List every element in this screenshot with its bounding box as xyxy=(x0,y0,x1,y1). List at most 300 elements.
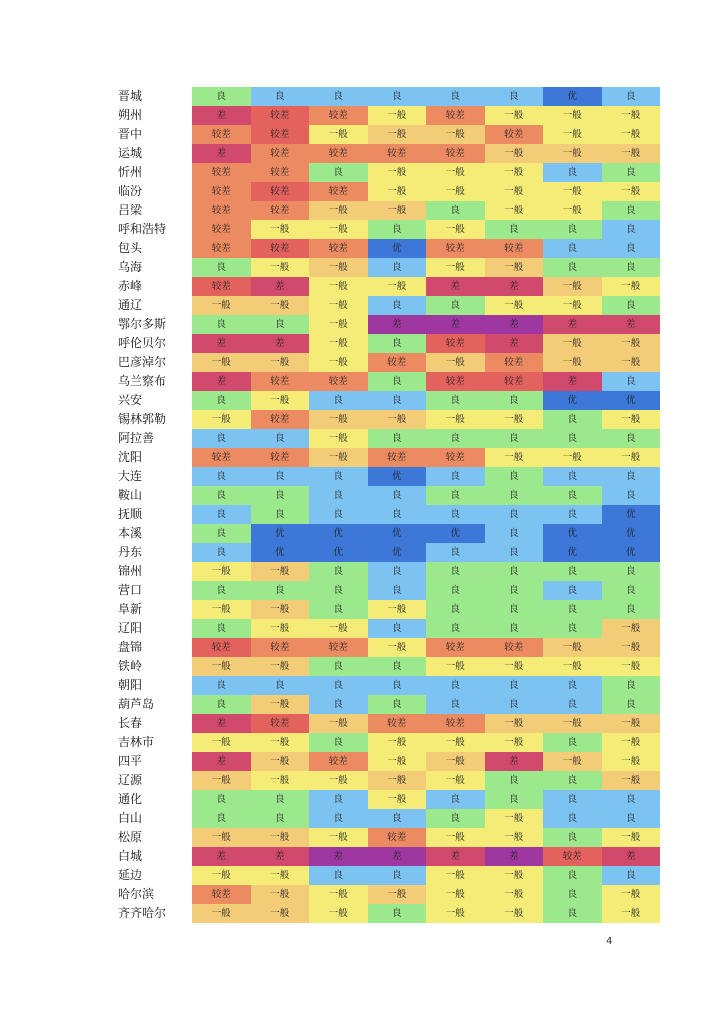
city-label: 哈尔滨 xyxy=(118,887,155,901)
rating-cell: 良 xyxy=(192,676,251,695)
rating-cell: 较差 xyxy=(426,714,485,733)
rating-cell: 良 xyxy=(543,695,602,714)
rating-cell: 良 xyxy=(602,486,661,505)
rating-cell: 良 xyxy=(309,676,368,695)
rating-cell: 良 xyxy=(309,695,368,714)
rating-cell: 良 xyxy=(251,467,310,486)
rating-cell: 良 xyxy=(602,163,661,182)
rating-cell: 良 xyxy=(485,790,544,809)
rating-cell: 较差 xyxy=(309,372,368,391)
rating-cell: 一般 xyxy=(485,410,544,429)
rating-cell: 良 xyxy=(426,695,485,714)
rating-cell: 良 xyxy=(602,372,661,391)
rating-cell: 一般 xyxy=(602,410,661,429)
rating-cell: 差 xyxy=(192,144,251,163)
rating-cell: 优 xyxy=(602,524,661,543)
rating-cell: 良 xyxy=(309,87,368,106)
rating-cell: 一般 xyxy=(251,600,310,619)
rating-cell: 一般 xyxy=(602,144,661,163)
table-row xyxy=(112,600,660,619)
rating-cell: 良 xyxy=(368,695,427,714)
table-row xyxy=(112,790,660,809)
rating-cell: 良 xyxy=(426,391,485,410)
city-label: 阜新 xyxy=(118,602,143,616)
rating-cell: 较差 xyxy=(251,201,310,220)
rating-cell: 一般 xyxy=(251,391,310,410)
rating-cell: 一般 xyxy=(602,657,661,676)
rating-cell: 良 xyxy=(192,87,251,106)
rating-cell: 一般 xyxy=(251,885,310,904)
rating-cell: 良 xyxy=(485,505,544,524)
rating-cell: 良 xyxy=(485,391,544,410)
rating-cell: 差 xyxy=(543,372,602,391)
table-row xyxy=(112,524,660,543)
rating-cell: 一般 xyxy=(368,182,427,201)
rating-cell: 良 xyxy=(543,505,602,524)
rating-cell: 良 xyxy=(368,220,427,239)
table-row xyxy=(112,809,660,828)
rating-cell: 较差 xyxy=(192,277,251,296)
table-row xyxy=(112,562,660,581)
rating-cell: 一般 xyxy=(543,296,602,315)
rating-cell: 一般 xyxy=(192,296,251,315)
rating-cell: 一般 xyxy=(602,619,661,638)
rating-cell: 良 xyxy=(543,258,602,277)
rating-cell: 较差 xyxy=(192,201,251,220)
rating-cell: 良 xyxy=(368,904,427,923)
rating-cell: 一般 xyxy=(368,277,427,296)
rating-cell: 优 xyxy=(309,543,368,562)
rating-cell: 一般 xyxy=(251,220,310,239)
rating-cell: 一般 xyxy=(485,201,544,220)
rating-cell: 良 xyxy=(309,562,368,581)
rating-cell: 良 xyxy=(426,600,485,619)
rating-cell: 差 xyxy=(485,277,544,296)
city-label: 四平 xyxy=(118,754,143,768)
rating-cell: 良 xyxy=(602,581,661,600)
rating-cell: 良 xyxy=(543,904,602,923)
rating-cell: 良 xyxy=(309,486,368,505)
rating-cell: 一般 xyxy=(543,201,602,220)
rating-cell: 差 xyxy=(426,315,485,334)
city-label: 铁岭 xyxy=(118,659,143,673)
rating-cell: 良 xyxy=(192,695,251,714)
rating-cell: 一般 xyxy=(426,657,485,676)
rating-cell: 较差 xyxy=(192,239,251,258)
rating-cell: 差 xyxy=(426,847,485,866)
rating-cell: 良 xyxy=(251,676,310,695)
rating-cell: 较差 xyxy=(426,334,485,353)
rating-cell: 一般 xyxy=(251,771,310,790)
rating-cell: 一般 xyxy=(543,182,602,201)
rating-cell: 差 xyxy=(192,372,251,391)
rating-cell: 一般 xyxy=(251,866,310,885)
table-row xyxy=(112,429,660,448)
rating-cell: 较差 xyxy=(251,182,310,201)
rating-cell: 差 xyxy=(485,847,544,866)
city-label: 大连 xyxy=(118,469,143,483)
rating-cell: 优 xyxy=(251,524,310,543)
rating-cell: 良 xyxy=(426,486,485,505)
rating-cell: 良 xyxy=(543,163,602,182)
rating-cell: 较差 xyxy=(251,144,310,163)
rating-cell: 良 xyxy=(192,486,251,505)
rating-cell: 一般 xyxy=(485,296,544,315)
rating-cell: 良 xyxy=(602,87,661,106)
rating-cell: 良 xyxy=(368,296,427,315)
rating-cell: 良 xyxy=(309,163,368,182)
rating-cell: 一般 xyxy=(368,638,427,657)
rating-cell: 良 xyxy=(426,467,485,486)
rating-cell: 优 xyxy=(543,391,602,410)
rating-cell: 良 xyxy=(485,600,544,619)
rating-cell: 良 xyxy=(192,505,251,524)
rating-cell: 良 xyxy=(485,581,544,600)
rating-cell: 一般 xyxy=(543,277,602,296)
rating-cell: 较差 xyxy=(426,106,485,125)
rating-cell: 较差 xyxy=(426,372,485,391)
rating-cell: 优 xyxy=(251,543,310,562)
rating-cell: 一般 xyxy=(602,714,661,733)
city-label: 呼和浩特 xyxy=(118,222,167,236)
rating-cell: 一般 xyxy=(368,752,427,771)
rating-cell: 一般 xyxy=(602,182,661,201)
rating-cell: 差 xyxy=(192,752,251,771)
rating-cell: 良 xyxy=(426,505,485,524)
rating-cell: 较差 xyxy=(485,125,544,144)
rating-cell: 一般 xyxy=(251,619,310,638)
rating-cell: 良 xyxy=(309,790,368,809)
city-label: 辽源 xyxy=(118,773,143,787)
city-label: 松原 xyxy=(118,830,143,844)
rating-cell: 良 xyxy=(309,467,368,486)
table-row xyxy=(112,182,660,201)
table-row xyxy=(112,258,660,277)
rating-cell: 较差 xyxy=(251,125,310,144)
rating-cell: 良 xyxy=(485,562,544,581)
rating-cell: 一般 xyxy=(602,771,661,790)
table-row xyxy=(112,353,660,372)
rating-cell: 良 xyxy=(192,809,251,828)
city-label: 吉林市 xyxy=(118,735,155,749)
rating-cell: 一般 xyxy=(426,258,485,277)
rating-cell: 一般 xyxy=(602,752,661,771)
rating-cell: 良 xyxy=(543,676,602,695)
rating-cell: 一般 xyxy=(426,828,485,847)
rating-cell: 一般 xyxy=(426,410,485,429)
rating-cell: 较差 xyxy=(251,163,310,182)
city-label: 晋城 xyxy=(118,89,143,103)
rating-cell: 一般 xyxy=(309,201,368,220)
rating-cell: 良 xyxy=(368,486,427,505)
rating-cell: 较差 xyxy=(192,448,251,467)
rating-cell: 差 xyxy=(426,277,485,296)
rating-cell: 良 xyxy=(192,581,251,600)
table-row xyxy=(112,752,660,771)
rating-cell: 一般 xyxy=(426,752,485,771)
rating-cell: 一般 xyxy=(192,562,251,581)
city-label: 乌兰察布 xyxy=(118,374,167,388)
rating-cell: 良 xyxy=(543,486,602,505)
rating-cell: 一般 xyxy=(309,315,368,334)
rating-cell: 一般 xyxy=(543,106,602,125)
rating-cell: 一般 xyxy=(485,657,544,676)
table-row xyxy=(112,467,660,486)
table-row xyxy=(112,828,660,847)
rating-cell: 良 xyxy=(192,467,251,486)
rating-cell: 较差 xyxy=(192,638,251,657)
rating-cell: 良 xyxy=(192,524,251,543)
rating-cell: 一般 xyxy=(251,904,310,923)
table-row xyxy=(112,410,660,429)
city-label: 辽阳 xyxy=(118,621,143,635)
rating-cell: 良 xyxy=(251,486,310,505)
rating-cell: 一般 xyxy=(485,904,544,923)
rating-cell: 一般 xyxy=(602,828,661,847)
table-row xyxy=(112,885,660,904)
rating-cell: 一般 xyxy=(368,410,427,429)
rating-cell: 一般 xyxy=(368,163,427,182)
rating-cell: 较差 xyxy=(368,448,427,467)
rating-cell: 一般 xyxy=(602,334,661,353)
rating-cell: 差 xyxy=(251,334,310,353)
city-label: 长春 xyxy=(118,716,143,730)
rating-cell: 一般 xyxy=(602,885,661,904)
table-row xyxy=(112,771,660,790)
rating-cell: 差 xyxy=(251,277,310,296)
table-row xyxy=(112,619,660,638)
rating-cell: 良 xyxy=(368,581,427,600)
rating-cell: 良 xyxy=(543,581,602,600)
rating-cell: 一般 xyxy=(309,448,368,467)
rating-cell: 一般 xyxy=(602,125,661,144)
table-row xyxy=(112,391,660,410)
city-label: 包头 xyxy=(118,241,143,255)
rating-cell: 良 xyxy=(543,790,602,809)
rating-cell: 一般 xyxy=(426,866,485,885)
rating-cell: 较差 xyxy=(368,144,427,163)
rating-cell: 一般 xyxy=(192,771,251,790)
rating-cell: 良 xyxy=(543,600,602,619)
rating-cell: 一般 xyxy=(309,353,368,372)
city-label: 本溪 xyxy=(118,526,143,540)
rating-cell: 良 xyxy=(426,87,485,106)
rating-cell: 一般 xyxy=(602,904,661,923)
rating-cell: 良 xyxy=(426,201,485,220)
city-label: 吕梁 xyxy=(118,203,143,217)
page-number: 4 xyxy=(606,936,613,947)
rating-cell: 较差 xyxy=(251,714,310,733)
rating-cell: 一般 xyxy=(368,106,427,125)
rating-cell: 一般 xyxy=(426,125,485,144)
rating-cell: 良 xyxy=(543,733,602,752)
table-row xyxy=(112,676,660,695)
rating-cell: 一般 xyxy=(485,809,544,828)
rating-cell: 较差 xyxy=(368,714,427,733)
rating-cell: 一般 xyxy=(309,277,368,296)
rating-cell: 一般 xyxy=(485,144,544,163)
rating-cell: 优 xyxy=(543,543,602,562)
rating-cell: 一般 xyxy=(543,334,602,353)
rating-cell: 差 xyxy=(368,847,427,866)
table-row xyxy=(112,163,660,182)
table-row xyxy=(112,296,660,315)
rating-cell: 良 xyxy=(485,695,544,714)
rating-cell: 良 xyxy=(602,695,661,714)
rating-cell: 一般 xyxy=(251,296,310,315)
rating-cell: 较差 xyxy=(543,847,602,866)
rating-cell: 良 xyxy=(543,220,602,239)
rating-cell: 一般 xyxy=(251,695,310,714)
rating-cell: 良 xyxy=(368,372,427,391)
rating-cell: 一般 xyxy=(309,885,368,904)
rating-cell: 优 xyxy=(368,543,427,562)
rating-cell: 良 xyxy=(426,619,485,638)
rating-cell: 较差 xyxy=(192,885,251,904)
rating-cell: 良 xyxy=(426,543,485,562)
city-label: 沈阳 xyxy=(118,450,143,464)
rating-cell: 良 xyxy=(602,296,661,315)
rating-cell: 良 xyxy=(368,657,427,676)
rating-cell: 一般 xyxy=(309,771,368,790)
table-row xyxy=(112,638,660,657)
rating-cell: 良 xyxy=(251,315,310,334)
rating-cell: 一般 xyxy=(309,828,368,847)
rating-cell: 良 xyxy=(426,296,485,315)
rating-cell: 一般 xyxy=(426,163,485,182)
table-row xyxy=(112,372,660,391)
rating-cell: 优 xyxy=(602,543,661,562)
city-label: 延边 xyxy=(118,868,143,882)
rating-cell: 一般 xyxy=(368,885,427,904)
rating-cell: 良 xyxy=(543,562,602,581)
rating-cell: 一般 xyxy=(485,733,544,752)
city-label: 盘锦 xyxy=(118,640,143,654)
table-row xyxy=(112,695,660,714)
city-label: 锦州 xyxy=(118,564,143,578)
rating-cell: 一般 xyxy=(485,448,544,467)
rating-cell: 一般 xyxy=(251,828,310,847)
rating-cell: 一般 xyxy=(485,885,544,904)
city-label: 巴彦淖尔 xyxy=(118,355,167,369)
city-label: 鄂尔多斯 xyxy=(118,317,167,331)
rating-cell: 一般 xyxy=(368,733,427,752)
rating-cell: 良 xyxy=(426,790,485,809)
city-label: 丹东 xyxy=(118,545,143,559)
rating-cell: 一般 xyxy=(602,733,661,752)
rating-cell: 一般 xyxy=(192,353,251,372)
table-row xyxy=(112,657,660,676)
city-label: 呼伦贝尔 xyxy=(118,336,167,350)
rating-cell: 一般 xyxy=(251,657,310,676)
rating-cell: 一般 xyxy=(368,201,427,220)
rating-cell: 良 xyxy=(251,505,310,524)
rating-cell: 较差 xyxy=(309,144,368,163)
rating-cell: 一般 xyxy=(543,448,602,467)
rating-cell: 良 xyxy=(602,201,661,220)
city-label: 抚顺 xyxy=(118,507,143,521)
city-label: 齐齐哈尔 xyxy=(118,906,167,920)
rating-cell: 良 xyxy=(251,87,310,106)
rating-cell: 良 xyxy=(309,866,368,885)
rating-cell: 差 xyxy=(485,752,544,771)
table-row xyxy=(112,543,660,562)
rating-cell: 良 xyxy=(368,809,427,828)
rating-cell: 较差 xyxy=(485,372,544,391)
rating-cell: 较差 xyxy=(309,638,368,657)
rating-cell: 良 xyxy=(485,676,544,695)
rating-cell: 一般 xyxy=(251,562,310,581)
rating-cell: 良 xyxy=(368,562,427,581)
table-row xyxy=(112,505,660,524)
rating-cell: 一般 xyxy=(309,904,368,923)
rating-cell: 一般 xyxy=(485,182,544,201)
table-row xyxy=(112,448,660,467)
table-row xyxy=(112,277,660,296)
rating-cell: 较差 xyxy=(192,163,251,182)
rating-cell: 差 xyxy=(309,847,368,866)
table-row xyxy=(112,239,660,258)
rating-cell: 良 xyxy=(368,619,427,638)
rating-cell: 一般 xyxy=(543,657,602,676)
rating-cell: 较差 xyxy=(192,182,251,201)
city-label: 白山 xyxy=(118,811,143,825)
rating-cell: 良 xyxy=(485,543,544,562)
rating-cell: 一般 xyxy=(426,182,485,201)
city-label: 通辽 xyxy=(118,298,143,312)
rating-cell: 良 xyxy=(426,676,485,695)
city-label: 临汾 xyxy=(118,184,143,198)
rating-cell: 较差 xyxy=(426,144,485,163)
rating-cell: 一般 xyxy=(368,771,427,790)
city-label: 晋中 xyxy=(118,127,143,141)
rating-cell: 较差 xyxy=(368,828,427,847)
rating-cell: 一般 xyxy=(543,638,602,657)
rating-cell: 良 xyxy=(368,866,427,885)
rating-cell: 优 xyxy=(602,391,661,410)
rating-cell: 良 xyxy=(309,733,368,752)
rating-cell: 良 xyxy=(192,391,251,410)
rating-cell: 较差 xyxy=(192,125,251,144)
table-row xyxy=(112,106,660,125)
rating-cell: 良 xyxy=(309,600,368,619)
rating-cell: 良 xyxy=(309,505,368,524)
rating-cell: 差 xyxy=(192,847,251,866)
rating-cell: 良 xyxy=(485,524,544,543)
rating-cell: 较差 xyxy=(192,220,251,239)
rating-cell: 一般 xyxy=(368,600,427,619)
rating-cell: 良 xyxy=(602,562,661,581)
rating-cell: 良 xyxy=(309,809,368,828)
rating-cell: 一般 xyxy=(602,353,661,372)
rating-cell: 较差 xyxy=(309,752,368,771)
rating-cell: 较差 xyxy=(251,372,310,391)
rating-cell: 良 xyxy=(543,828,602,847)
rating-cell: 差 xyxy=(368,315,427,334)
rating-cell: 良 xyxy=(602,790,661,809)
rating-cell: 一般 xyxy=(309,125,368,144)
rating-cell: 良 xyxy=(368,505,427,524)
rating-cell: 一般 xyxy=(251,258,310,277)
rating-cell: 一般 xyxy=(485,258,544,277)
rating-cell: 一般 xyxy=(543,144,602,163)
rating-cell: 良 xyxy=(602,866,661,885)
table-row xyxy=(112,125,660,144)
city-label: 兴安 xyxy=(118,393,143,407)
rating-cell: 优 xyxy=(543,87,602,106)
rating-cell: 一般 xyxy=(602,448,661,467)
rating-cell: 一般 xyxy=(251,353,310,372)
